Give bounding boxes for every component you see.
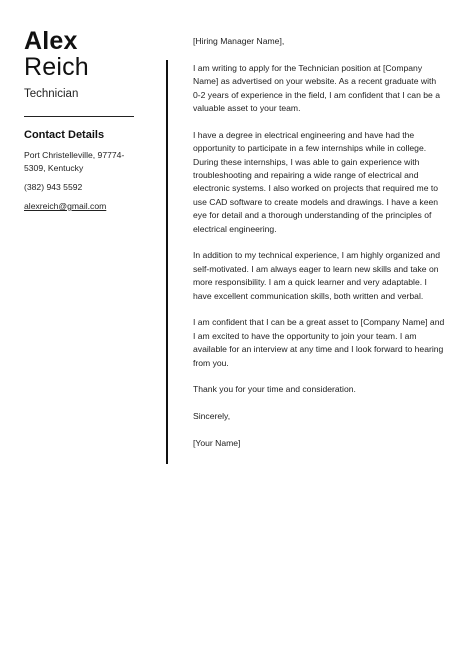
job-title: Technician (24, 88, 79, 100)
sidebar (24, 28, 139, 219)
contact-section-title: Contact Details (24, 129, 105, 141)
vertical-divider (166, 60, 168, 464)
contact-email-link[interactable]: alexreich@gmail.com (24, 201, 107, 211)
signature: [Your Name] (193, 438, 241, 449)
closing: Sincerely, (193, 411, 231, 422)
divider (24, 116, 134, 117)
paragraph: I have a degree in electrical engineering and have had the opportunity to participate in a few internships while in college. During these internships, I was able to gain experience with troubleshooting and repairing a wide range of electrical and electronic systems. I also worked on projects that required me to use CAD software to create models and drawings. I have a keen eye for detail and a thorough understanding of the principles of electrical engineering. (193, 129, 439, 234)
contact-phone: (382) 943 5592 (24, 182, 83, 192)
paragraph: I am writing to apply for the Technician position at [Company Name] as advertised on your website. As a recent graduate with 0-2 years of experience in the field, I am confident that I can be a valuable asset to your team. (193, 62, 440, 114)
salutation: [Hiring Manager Name], (193, 36, 285, 46)
letter-body (193, 35, 445, 464)
last-name: Reich (24, 53, 89, 81)
contact-details (24, 149, 139, 213)
first-name: Alex (24, 27, 78, 55)
contact-address: Port Christelleville, 97774-5309, Kentucky (24, 150, 125, 173)
paragraph: In addition to my technical experience, I am highly organized and self-motivated. I am always eager to learn new skills and take on more responsibility. I am a quick learner and very adaptable. I have excellent communication skills, both written and verbal. (193, 250, 440, 301)
paragraph: I am confident that I can be a great asset to [Company Name] and I am excited to have the opportunity to join your team. I am available for an interview at any time and I look forward to hearing from you. (193, 317, 445, 368)
paragraph: Thank you for your time and consideration. (193, 384, 356, 395)
